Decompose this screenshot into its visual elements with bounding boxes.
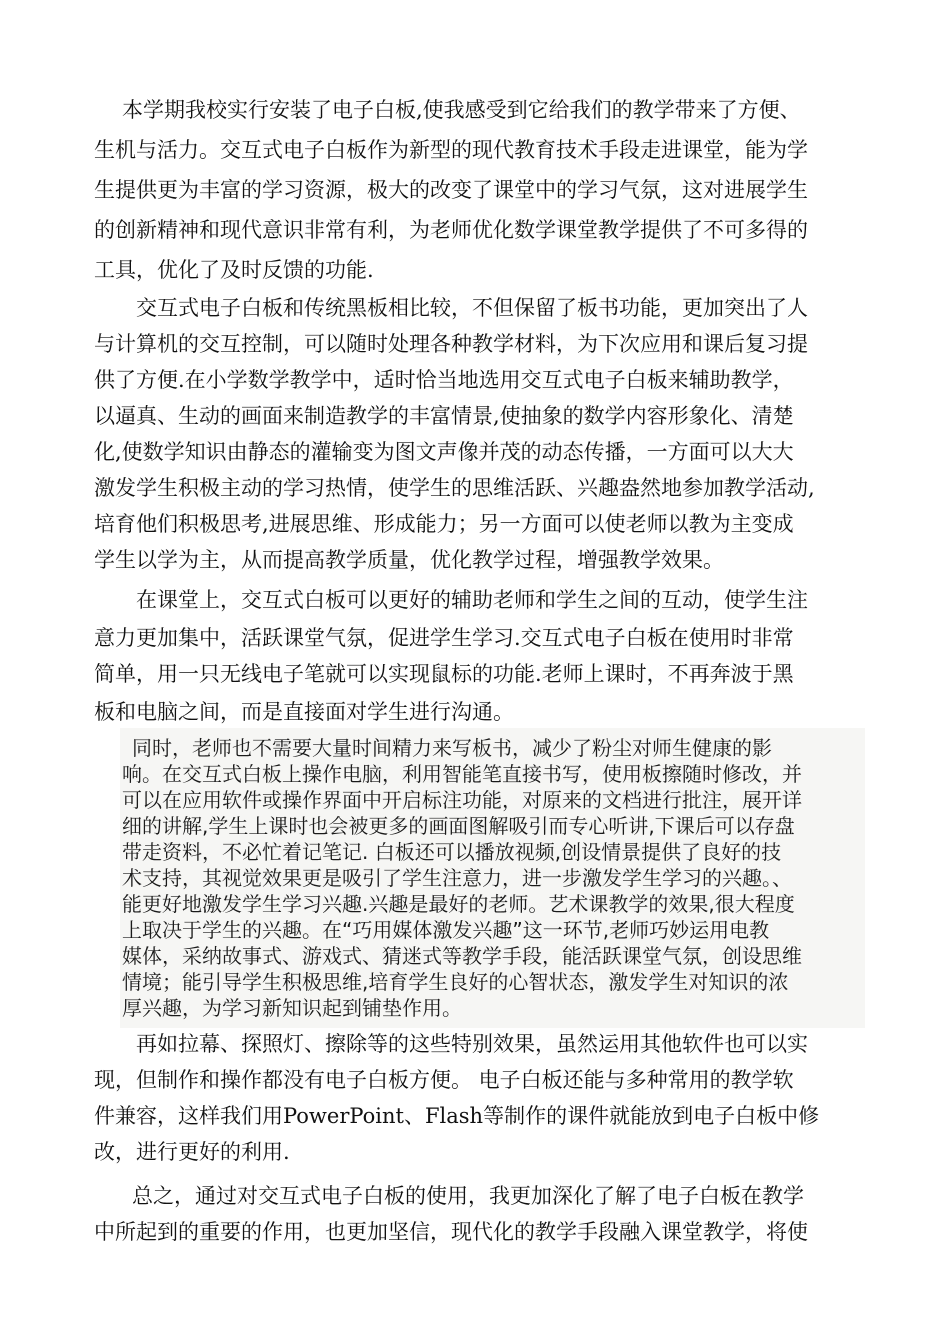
- text-line: 的创新精神和现代意识非常有利，为老师优化数学课堂教学提供了不可多得的: [94, 218, 808, 242]
- text-line: 工具，优化了及时反馈的功能.: [94, 258, 374, 282]
- text-line: 简单，用一只无线电子笔就可以实现鼠标的功能.老师上课时，不再奔波于黑: [94, 662, 794, 686]
- text-line: 厚兴趣，为学习新知识起到铺垫作用。: [122, 996, 462, 1020]
- text-line: 生机与活力。交互式电子白板作为新型的现代教育技术手段走进课堂，能为学: [94, 138, 808, 162]
- text-line: 改，进行更好的利用.: [94, 1140, 290, 1164]
- text-line: 中所起到的重要的作用，也更加坚信，现代化的教学手段融入课堂教学，将使: [94, 1220, 808, 1244]
- text-line: 交互式电子白板和传统黑板相比较，不但保留了板书功能，更加突出了人: [136, 296, 808, 320]
- text-line: 与计算机的交互控制，可以随时处理各种教学材料，为下次应用和课后复习提: [94, 332, 808, 356]
- text-line: 以逼真、生动的画面来制造教学的丰富情景,使抽象的数学内容形象化、清楚: [94, 404, 794, 428]
- text-line: 板和电脑之间，而是直接面对学生进行沟通。: [94, 700, 514, 724]
- text-line: 情境；能引导学生积极思维,培育学生良好的心智状态，激发学生对知识的浓: [122, 970, 789, 994]
- text-line: 再如拉幕、探照灯、擦除等的这些特别效果，虽然运用其他软件也可以实: [136, 1032, 808, 1056]
- text-line: 总之，通过对交互式电子白板的使用，我更加深化了解了电子白板在教学: [132, 1184, 804, 1208]
- text-line: 件兼容，这样我们用PowerPoint、Flash等制作的课件就能放到电子白板中修: [94, 1104, 820, 1128]
- text-line: 学生以学为主，从而提高教学质量，优化教学过程，增强教学效果。: [94, 548, 724, 572]
- text-line: 在课堂上，交互式白板可以更好的辅助老师和学生之间的互动，使学生注: [136, 588, 808, 612]
- text-line: 可以在应用软件或操作界面中开启标注功能，对原来的文档进行批注，展开详: [122, 788, 802, 812]
- text-line: 能更好地激发学生学习兴趣.兴趣是最好的老师。艺术课教学的效果,很大程度: [122, 892, 795, 916]
- text-line: 细的讲解,学生上课时也会被更多的画面图解吸引而专心听讲,下课后可以存盘: [122, 814, 795, 838]
- text-line: 上取决于学生的兴趣。在“巧用媒体激发兴趣”这一环节,老师巧妙运用电教: [122, 918, 770, 942]
- text-line: 带走资料，不必忙着记笔记. 白板还可以播放视频,创设情景提供了良好的技: [122, 840, 782, 864]
- text-line: 现，但制作和操作都没有电子白板方便。 电子白板还能与多种常用的教学软: [94, 1068, 794, 1092]
- text-line: 培育他们积极思考,进展思维、形成能力；另一方面可以使老师以教为主变成: [94, 512, 794, 536]
- text-line: 生提供更为丰富的学习资源，极大的改变了课堂中的学习气氛，这对进展学生: [94, 178, 808, 202]
- text-line: 供了方便.在小学数学教学中，适时恰当地选用交互式电子白板来辅助教学，: [94, 368, 794, 392]
- text-line: 术支持，其视觉效果更是吸引了学生注意力，进一步激发学生学习的兴趣。、: [122, 866, 792, 890]
- text-line: 媒体，采纳故事式、游戏式、猜迷式等教学手段，能活跃课堂气氛，创设思维: [122, 944, 802, 968]
- text-line: 激发学生积极主动的学习热情，使学生的思维活跃、兴趣盎然地参加教学活动,: [94, 476, 815, 500]
- text-line: 本学期我校实行安装了电子白板,使我感受到它给我们的教学带来了方便、: [122, 98, 801, 122]
- text-line: 化,使数学知识由静态的灌输变为图文声像并茂的动态传播，一方面可以大大: [94, 440, 794, 464]
- text-line: 响。在交互式白板上操作电脑，利用智能笔直接书写，使用板擦随时修改，并: [122, 762, 802, 786]
- text-line: 意力更加集中，活跃课堂气氛，促进学生学习.交互式电子白板在使用时非常: [94, 626, 794, 650]
- text-line: 同时，老师也不需要大量时间精力来写板书，减少了粉尘对师生健康的影: [132, 736, 772, 760]
